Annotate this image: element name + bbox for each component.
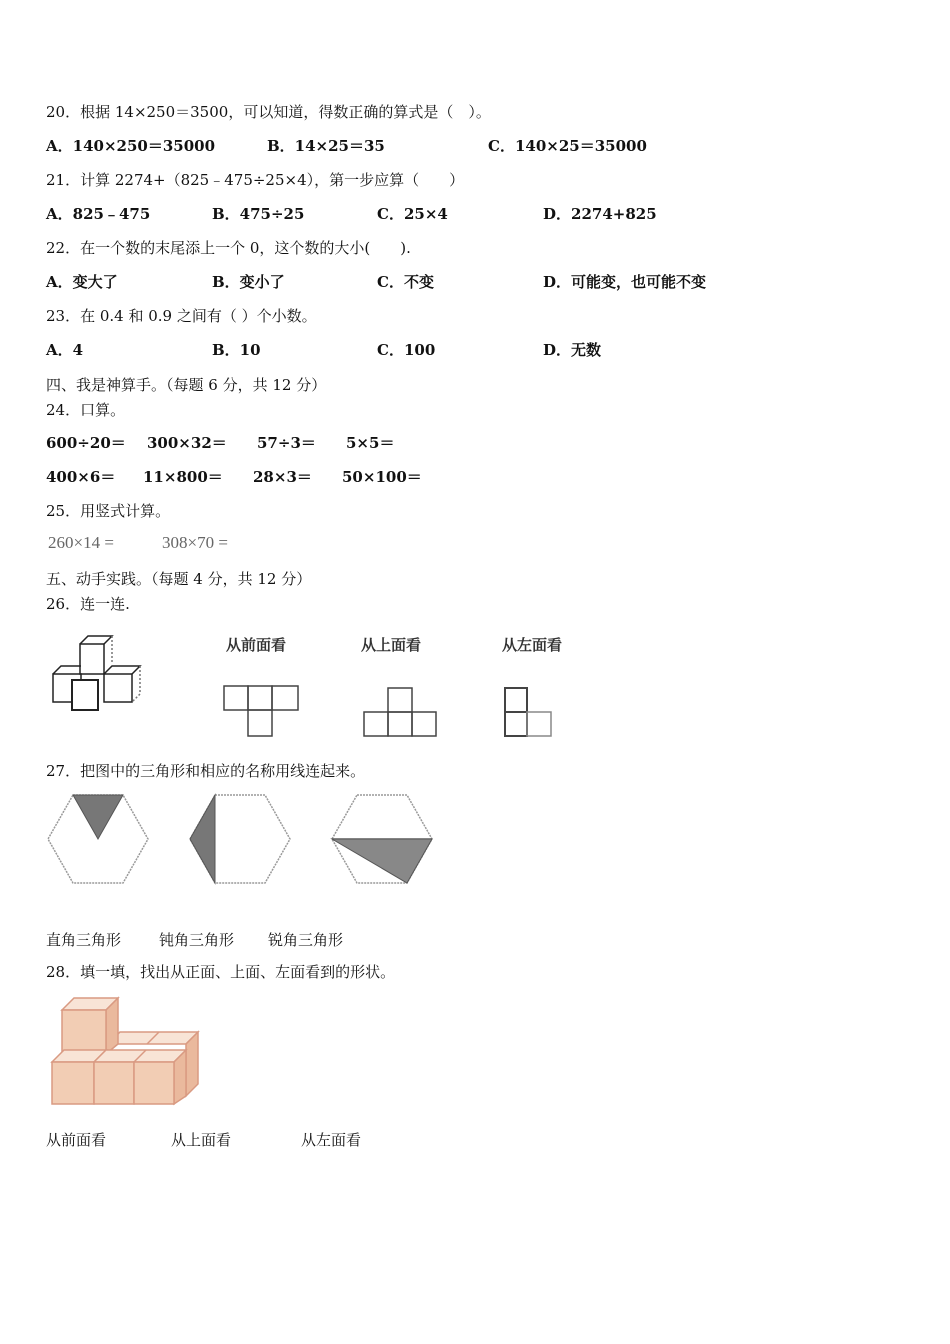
q21-option-c: C．25×4 bbox=[377, 205, 448, 223]
q23-option-b: B．10 bbox=[212, 341, 261, 359]
q27-hexagon-1 bbox=[46, 793, 150, 885]
section-4-title: 四、我是神算手。（每题 6 分，共 12 分） bbox=[46, 376, 327, 394]
q21-stem: 21．计算 2274+（825﹣475÷25×4），第一步应算（ ） bbox=[46, 171, 465, 189]
q27-name-acute-triangle: 锐角三角形 bbox=[268, 931, 344, 949]
q26-view-label-top: 从上面看 bbox=[361, 636, 422, 654]
q27-name-right-triangle: 直角三角形 bbox=[46, 931, 122, 949]
q21-option-b: B．475÷25 bbox=[212, 205, 305, 223]
q23-stem: 23．在 0.4 和 0.9 之间有（ ）个小数。 bbox=[46, 307, 317, 325]
q20-option-b: B．14×25＝35 bbox=[267, 137, 385, 155]
q24-item: 50×100＝ bbox=[342, 468, 422, 486]
q24-item: 11×800＝ bbox=[143, 468, 223, 486]
q20-option-c: C．140×25＝35000 bbox=[488, 137, 647, 155]
q26-view-label-front: 从前面看 bbox=[226, 636, 287, 654]
q22-stem: 22．在一个数的末尾添上一个 0，这个数的大小( ). bbox=[46, 239, 411, 257]
q26-view-left-shape bbox=[502, 686, 558, 740]
q28-stem: 28．填一填，找出从正面、上面、左面看到的形状。 bbox=[46, 963, 396, 981]
q27-stem: 27．把图中的三角形和相应的名称用线连起来。 bbox=[46, 762, 366, 780]
q28-cube-figure bbox=[48, 996, 208, 1108]
q28-view-label-front: 从前面看 bbox=[46, 1131, 107, 1149]
q21-option-a: A．825﹣475 bbox=[46, 205, 151, 223]
q26-stem: 26．连一连. bbox=[46, 595, 130, 613]
q25-stem: 25．用竖式计算。 bbox=[46, 502, 171, 520]
q26-view-front-shape bbox=[222, 684, 304, 740]
q23-option-c: C．100 bbox=[377, 341, 436, 359]
q21-option-d: D．2274+825 bbox=[543, 205, 657, 223]
q27-hexagon-2 bbox=[188, 793, 292, 885]
q27-name-obtuse-triangle: 钝角三角形 bbox=[159, 931, 235, 949]
q24-item: 57÷3＝ bbox=[257, 434, 316, 452]
q23-option-d: D．无数 bbox=[543, 341, 602, 359]
q27-hexagon-3 bbox=[330, 793, 434, 885]
q22-option-d: D．可能变，也可能不变 bbox=[543, 273, 707, 291]
q24-item: 300×32＝ bbox=[147, 434, 227, 452]
q25-item: 260×14 = bbox=[48, 533, 114, 552]
q28-view-label-left: 从左面看 bbox=[301, 1131, 362, 1149]
q28-view-label-top: 从上面看 bbox=[171, 1131, 232, 1149]
q25-item: 308×70 = bbox=[162, 533, 228, 552]
section-5-title: 五、动手实践。（每题 4 分，共 12 分） bbox=[46, 570, 312, 588]
q24-item: 5×5＝ bbox=[346, 434, 395, 452]
q24-stem: 24．口算。 bbox=[46, 401, 126, 419]
q20-option-a: A．140×250＝35000 bbox=[46, 137, 216, 155]
q26-view-top-shape bbox=[362, 686, 442, 740]
q26-cube-figure bbox=[48, 632, 148, 714]
q23-option-a: A．4 bbox=[46, 341, 84, 359]
q22-option-a: A．变大了 bbox=[46, 273, 118, 291]
q24-item: 28×3＝ bbox=[253, 468, 312, 486]
q24-item: 600÷20＝ bbox=[46, 434, 126, 452]
q20-stem: 20．根据 14×250＝3500，可以知道，得数正确的算式是（ ）。 bbox=[46, 103, 491, 121]
q26-view-label-left: 从左面看 bbox=[502, 636, 563, 654]
q22-option-c: C．不变 bbox=[377, 273, 434, 291]
q24-item: 400×6＝ bbox=[46, 468, 116, 486]
q22-option-b: B．变小了 bbox=[212, 273, 285, 291]
